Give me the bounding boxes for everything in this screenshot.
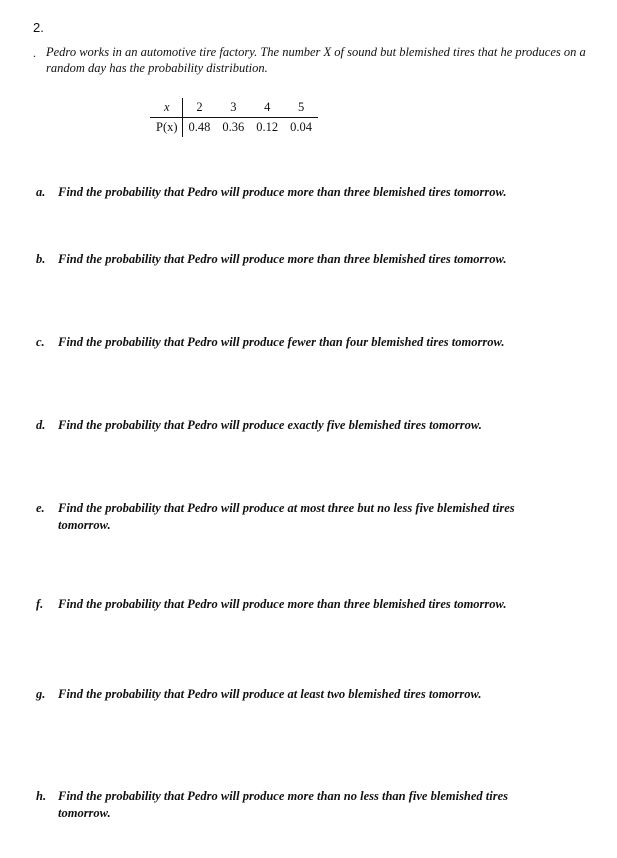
question-a <box>36 184 576 201</box>
question-letter: h. <box>36 789 47 803</box>
question-text: Find the probability that Pedro will produce exactly five blemished tires tomorrow. <box>58 418 482 432</box>
question-letter: f. <box>36 597 44 611</box>
x-value: 3 <box>216 98 250 118</box>
p-value: 0.04 <box>290 120 313 134</box>
question-text-continuation: tomorrow. <box>58 806 111 820</box>
intro-bullet: . <box>33 46 36 60</box>
question-d <box>36 417 576 434</box>
question-c <box>36 334 576 351</box>
question-letter: d. <box>36 418 46 432</box>
question-letter: c. <box>36 335 45 349</box>
question-h <box>36 788 576 822</box>
question-letter: a. <box>36 185 46 199</box>
question-letter: g. <box>36 687 46 701</box>
problem-statement: Pedro works in an automotive tire factory. The number X of sound but blemished tires that he produces on a random day has the probability distribution. <box>46 45 586 75</box>
p-value: 0.36 <box>222 120 245 134</box>
question-letter: e. <box>36 501 45 515</box>
p-value: 0.48 <box>188 120 211 134</box>
question-text-continuation: tomorrow. <box>58 518 111 532</box>
x-value: 2 <box>182 98 216 118</box>
question-g <box>36 686 576 703</box>
x-value: 4 <box>250 98 284 118</box>
problem-number: 2. <box>33 20 44 35</box>
question-text: Find the probability that Pedro will produce more than three blemished tires tomorrow. <box>58 597 507 611</box>
question-text: Find the probability that Pedro will produce more than three blemished tires tomorrow. <box>58 252 507 266</box>
table-row-probability <box>150 118 318 138</box>
question-letter: b. <box>36 252 46 266</box>
table-row-x <box>150 98 318 118</box>
question-e <box>36 500 576 534</box>
p-value: 0.12 <box>256 120 279 134</box>
question-text: Find the probability that Pedro will produce at least two blemished tires tomorrow. <box>58 687 482 701</box>
question-text: Find the probability that Pedro will produce more than three blemished tires tomorrow. <box>58 185 507 199</box>
x-value: 5 <box>284 98 318 118</box>
question-f <box>36 596 576 613</box>
x-row-header: x <box>150 98 182 118</box>
probability-distribution-table <box>150 98 318 137</box>
p-row-header: P(x) <box>150 118 182 138</box>
question-b <box>36 251 576 268</box>
question-text: Find the probability that Pedro will produce at most three but no less five blemished tires <box>58 501 515 515</box>
question-text: Find the probability that Pedro will produce more than no less than five blemished tires <box>58 789 509 803</box>
question-text: Find the probability that Pedro will produce fewer than four blemished tires tomorrow. <box>58 335 505 349</box>
